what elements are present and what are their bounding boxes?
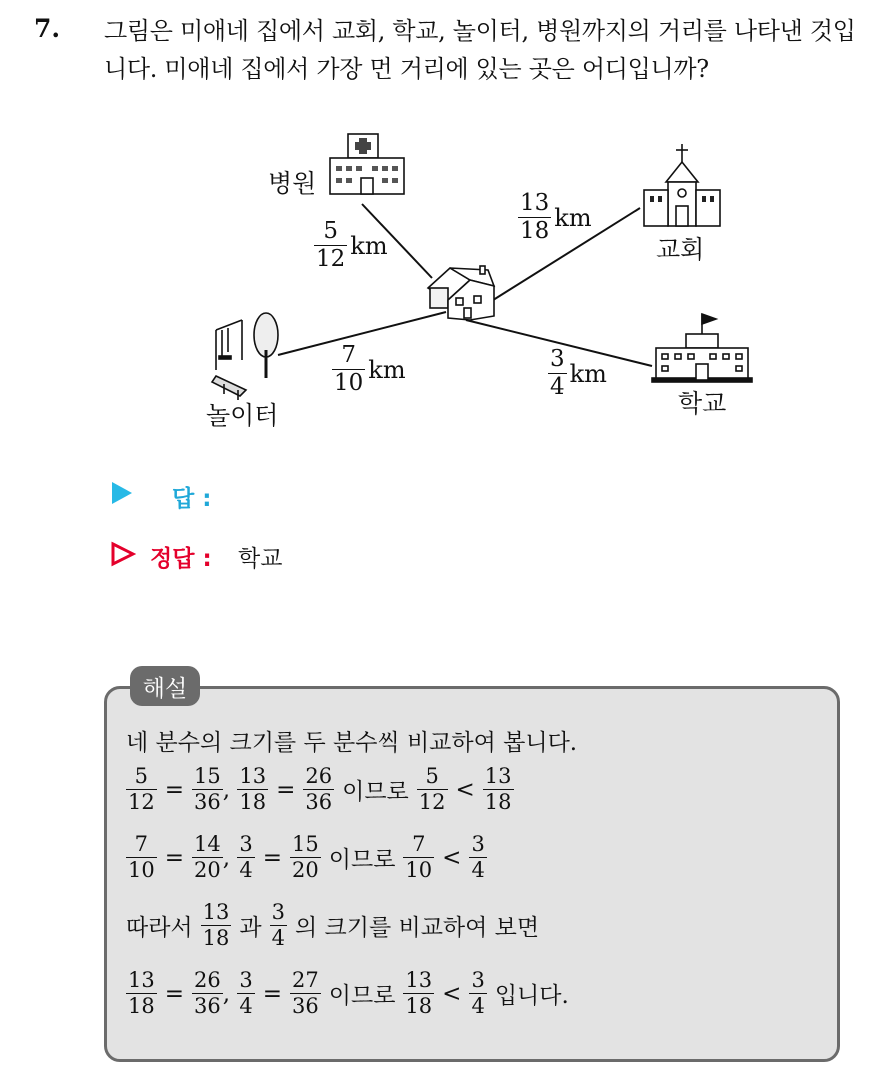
- distance-church-num: 13: [520, 190, 550, 216]
- explanation-line-4: [126, 902, 539, 949]
- explanation-word: 이므로: [328, 983, 396, 1009]
- explanation-tag: 해설: [130, 666, 200, 706]
- hospital-icon: [330, 134, 404, 194]
- frac-num: 15: [194, 764, 221, 788]
- explanation-word: 의 크기를 비교하여 보면: [294, 915, 540, 941]
- distance-school: [548, 348, 607, 399]
- frac-den: 4: [271, 926, 285, 950]
- correct-answer-label: 정답 :: [150, 546, 212, 572]
- frac-den: 18: [484, 790, 512, 814]
- comma: ,: [222, 776, 238, 803]
- question-number: 7.: [34, 14, 61, 43]
- frac-num: 13: [128, 968, 155, 992]
- distance-hospital-num: 5: [323, 218, 338, 244]
- equals-sign: =: [164, 980, 185, 1007]
- frac-den: 10: [128, 858, 155, 882]
- distance-church-den: 18: [520, 218, 550, 244]
- frac-num: 14: [194, 832, 221, 856]
- explanation-word: 이므로: [342, 779, 409, 805]
- distance-playground-unit: km: [368, 355, 406, 384]
- frac-num: 26: [194, 968, 221, 992]
- answer-triangle-icon: [112, 482, 132, 504]
- frac-num: 3: [239, 832, 253, 856]
- explanation-word: 입니다.: [494, 983, 569, 1009]
- frac-den: 18: [405, 994, 433, 1018]
- frac-num: 13: [239, 764, 267, 788]
- equals-sign: =: [276, 776, 296, 803]
- frac-den: 36: [292, 994, 319, 1018]
- explanation-line-3: [126, 834, 487, 881]
- equals-sign: =: [164, 844, 185, 871]
- frac-den: 20: [292, 858, 319, 882]
- label-church: 교회: [656, 235, 705, 264]
- frac-den: 18: [128, 994, 155, 1018]
- label-school: 학교: [678, 389, 727, 418]
- distance-playground-num: 7: [341, 342, 356, 368]
- frac-num: 3: [471, 968, 485, 992]
- frac-num: 3: [239, 968, 253, 992]
- house-icon: [428, 266, 494, 320]
- frac-den: 36: [305, 790, 333, 814]
- distance-playground: [332, 344, 406, 395]
- diagram-lines: [0, 120, 884, 440]
- explanation-word: 따라서: [126, 915, 193, 941]
- equals-sign: =: [262, 980, 283, 1007]
- distance-school-den: 4: [550, 374, 565, 400]
- frac-num: 7: [412, 832, 426, 856]
- playground-icon: [212, 313, 278, 400]
- less-than-sign: <: [442, 980, 462, 1007]
- explanation-word: 과: [239, 915, 262, 941]
- frac-num: 27: [292, 968, 319, 992]
- frac-num: 5: [134, 764, 149, 788]
- explanation-line-1: [126, 724, 577, 757]
- frac-num: 7: [134, 832, 149, 856]
- frac-den: 18: [239, 790, 267, 814]
- frac-num: 13: [202, 900, 230, 924]
- label-playground: 놀이터: [206, 401, 279, 430]
- frac-den: 12: [128, 790, 155, 814]
- distance-hospital-unit: km: [350, 231, 388, 260]
- school-icon: [652, 314, 752, 382]
- less-than-sign: <: [442, 844, 462, 871]
- frac-den: 4: [239, 994, 253, 1018]
- frac-num: 26: [305, 764, 333, 788]
- comma: ,: [222, 980, 238, 1007]
- distance-church-unit: km: [554, 203, 592, 232]
- distance-school-unit: km: [569, 359, 607, 388]
- frac-den: 10: [405, 858, 433, 882]
- frac-den: 18: [202, 926, 230, 950]
- frac-num: 5: [425, 764, 439, 788]
- frac-num: 3: [471, 832, 485, 856]
- equals-sign: =: [262, 844, 283, 871]
- question-text: 그림은 미애네 집에서 교회, 학교, 놀이터, 병원까지의 거리를 나타낸 것입니다. 미애네 집에서 가장 먼 거리에 있는 곳은 어디입니까?: [104, 17, 856, 83]
- frac-den: 36: [194, 994, 221, 1018]
- distance-hospital: [314, 220, 388, 271]
- distance-hospital-den: 12: [316, 246, 346, 272]
- frac-den: 20: [194, 858, 221, 882]
- frac-den: 12: [418, 790, 446, 814]
- explanation-line-5: [126, 970, 569, 1017]
- equals-sign: =: [164, 776, 185, 803]
- frac-den: 4: [471, 994, 485, 1018]
- explanation-line-2: [126, 766, 514, 813]
- distance-school-num: 3: [550, 346, 565, 372]
- frac-num: 15: [292, 832, 319, 856]
- explanation-word: 이므로: [328, 847, 396, 873]
- comma: ,: [222, 844, 238, 871]
- distance-playground-den: 10: [334, 370, 364, 396]
- distance-church: [518, 192, 592, 243]
- frac-den: 4: [471, 858, 485, 882]
- explanation-line-1-text: 네 분수의 크기를 두 분수씩 비교하여 봅니다.: [126, 730, 578, 756]
- frac-num: 13: [405, 968, 433, 992]
- church-icon: [644, 144, 720, 226]
- answer-label: 답 :: [172, 486, 212, 512]
- frac-den: 4: [239, 858, 253, 882]
- distance-diagram: [0, 120, 884, 440]
- correct-triangle-icon: [110, 541, 136, 567]
- frac-num: 13: [484, 764, 512, 788]
- frac-num: 3: [271, 900, 285, 924]
- less-than-sign: <: [455, 776, 475, 803]
- correct-answer-value: 학교: [238, 546, 283, 572]
- frac-den: 36: [194, 790, 221, 814]
- label-hospital: 병원: [268, 169, 317, 198]
